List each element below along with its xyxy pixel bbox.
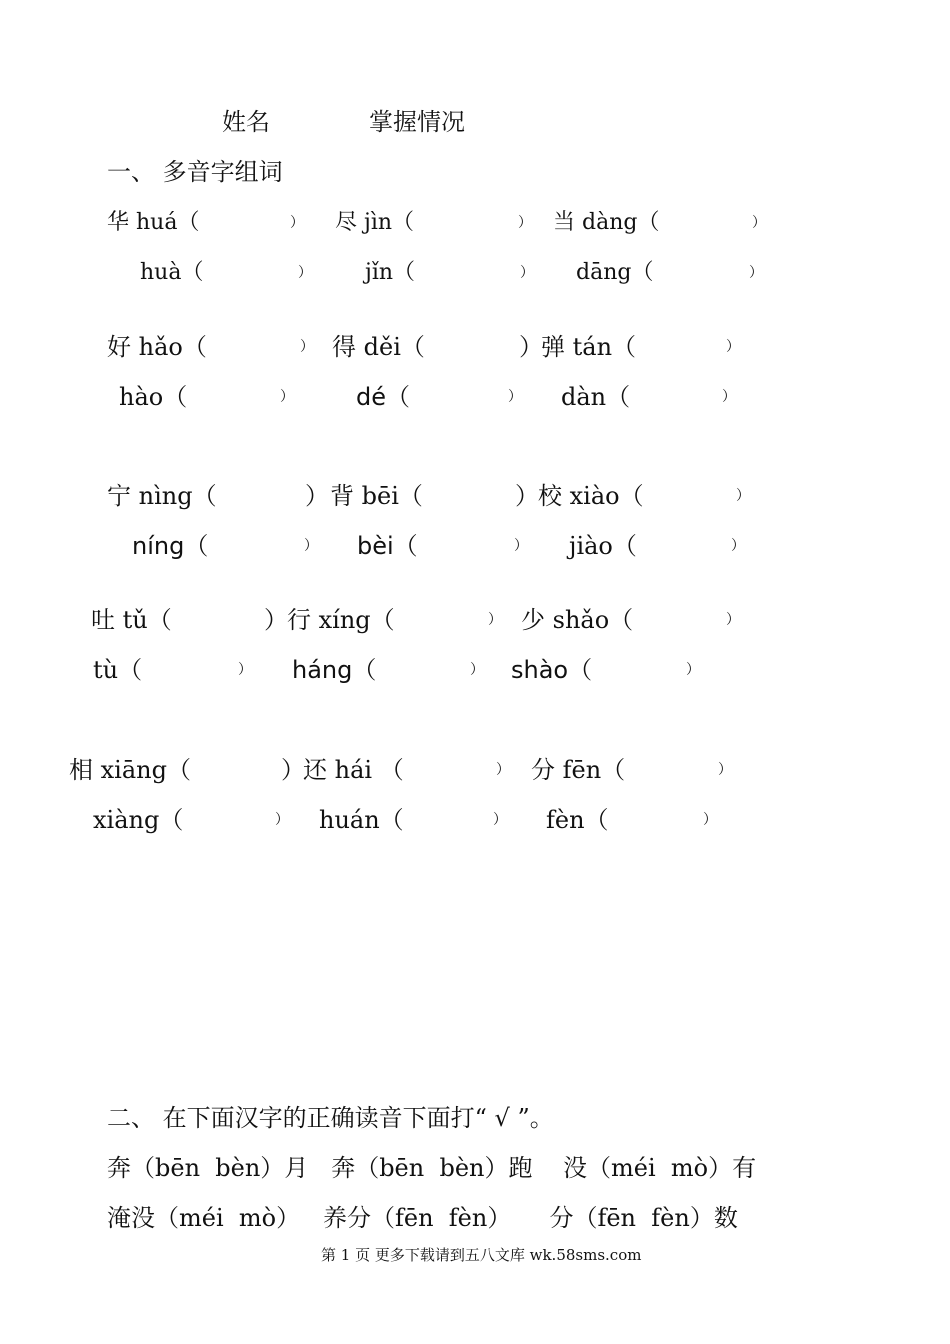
blank-close: ）: [300, 339, 314, 355]
blank-close: ）: [488, 612, 502, 628]
blank-close: ）: [718, 762, 732, 778]
blank-close: ）: [514, 538, 528, 554]
word-item: 少 shǎo（: [521, 606, 634, 634]
blank-close: ）: [298, 265, 312, 281]
blank-close: ）: [703, 812, 717, 828]
word-item: xiàng（: [93, 806, 184, 834]
page-footer: 第 1 页 更多下载请到五八文库 wk.58sms.com: [321, 1246, 642, 1264]
word-item: níng（: [132, 532, 209, 560]
blank-close: ）: [275, 812, 289, 828]
blank-close: ）: [496, 762, 510, 778]
blank-close: ）: [470, 662, 484, 678]
word-item: dé（: [356, 383, 410, 411]
word-item: 当 dàng（: [553, 210, 660, 235]
word-item: 背 bēi（: [330, 482, 423, 510]
exercise-line: 淹没（méi mò） 养分（fēn fèn） 分（fēn fèn）数: [107, 1204, 738, 1232]
word-item: huán（: [319, 806, 404, 834]
blank-close: ）: [515, 482, 539, 510]
word-item: 分 fēn（: [531, 756, 626, 784]
blank-close: ）: [752, 215, 766, 231]
word-item: jǐn（: [365, 260, 416, 285]
blank-close: ）: [493, 812, 507, 828]
word-item: háng（: [292, 656, 377, 684]
blank-close: ）: [731, 538, 745, 554]
blank-close: ）: [726, 339, 740, 355]
word-item: 还 hái （: [303, 756, 404, 784]
word-item: 校 xiào（: [538, 482, 644, 510]
word-item: bèi（: [357, 532, 418, 560]
section-2-title: 二、 在下面汉字的正确读音下面打“ √ ”。: [107, 1104, 554, 1132]
word-item: fèn（: [546, 806, 609, 834]
exercise-line: 奔（bēn bèn）月 奔（bēn bèn）跑 没（méi mò）有: [107, 1154, 757, 1182]
word-item: huà（: [140, 260, 204, 285]
word-item: 尽 jìn（: [335, 210, 415, 235]
word-item: shào（: [511, 656, 593, 684]
word-item: dāng（: [576, 260, 654, 285]
blank-close: ）: [736, 488, 750, 504]
blank-close: ）: [508, 389, 522, 405]
word-item: 行 xíng（: [287, 606, 395, 634]
blank-close: ）: [238, 662, 252, 678]
blank-close: ）: [520, 265, 534, 281]
blank-close: ）: [722, 389, 736, 405]
blank-close: ）: [264, 606, 288, 634]
mastery-label: 掌握情况: [369, 108, 465, 136]
word-item: hào（: [119, 383, 188, 411]
blank-close: ）: [281, 756, 305, 784]
word-item: 华 huá（: [107, 210, 200, 235]
blank-close: ）: [686, 662, 700, 678]
section-1-title: 一、 多音字组词: [107, 158, 283, 186]
word-item: 得 děi（: [332, 333, 425, 361]
word-item: 相 xiāng（: [69, 756, 191, 784]
blank-close: ）: [518, 215, 532, 231]
blank-close: ）: [280, 389, 294, 405]
blank-close: ）: [519, 333, 543, 361]
word-item: jiào（: [569, 532, 637, 560]
word-item: dàn（: [561, 383, 631, 411]
word-item: 弹 tán（: [541, 333, 637, 361]
blank-close: ）: [749, 265, 763, 281]
blank-close: ）: [304, 538, 318, 554]
blank-close: ）: [726, 612, 740, 628]
word-item: 宁 nìng（: [107, 482, 217, 510]
blank-close: ）: [305, 482, 329, 510]
word-item: tù（: [93, 656, 143, 684]
word-item: 好 hǎo（: [107, 333, 207, 361]
name-label: 姓名: [222, 108, 270, 136]
blank-close: ）: [290, 215, 304, 231]
word-item: 吐 tǔ（: [91, 606, 172, 634]
